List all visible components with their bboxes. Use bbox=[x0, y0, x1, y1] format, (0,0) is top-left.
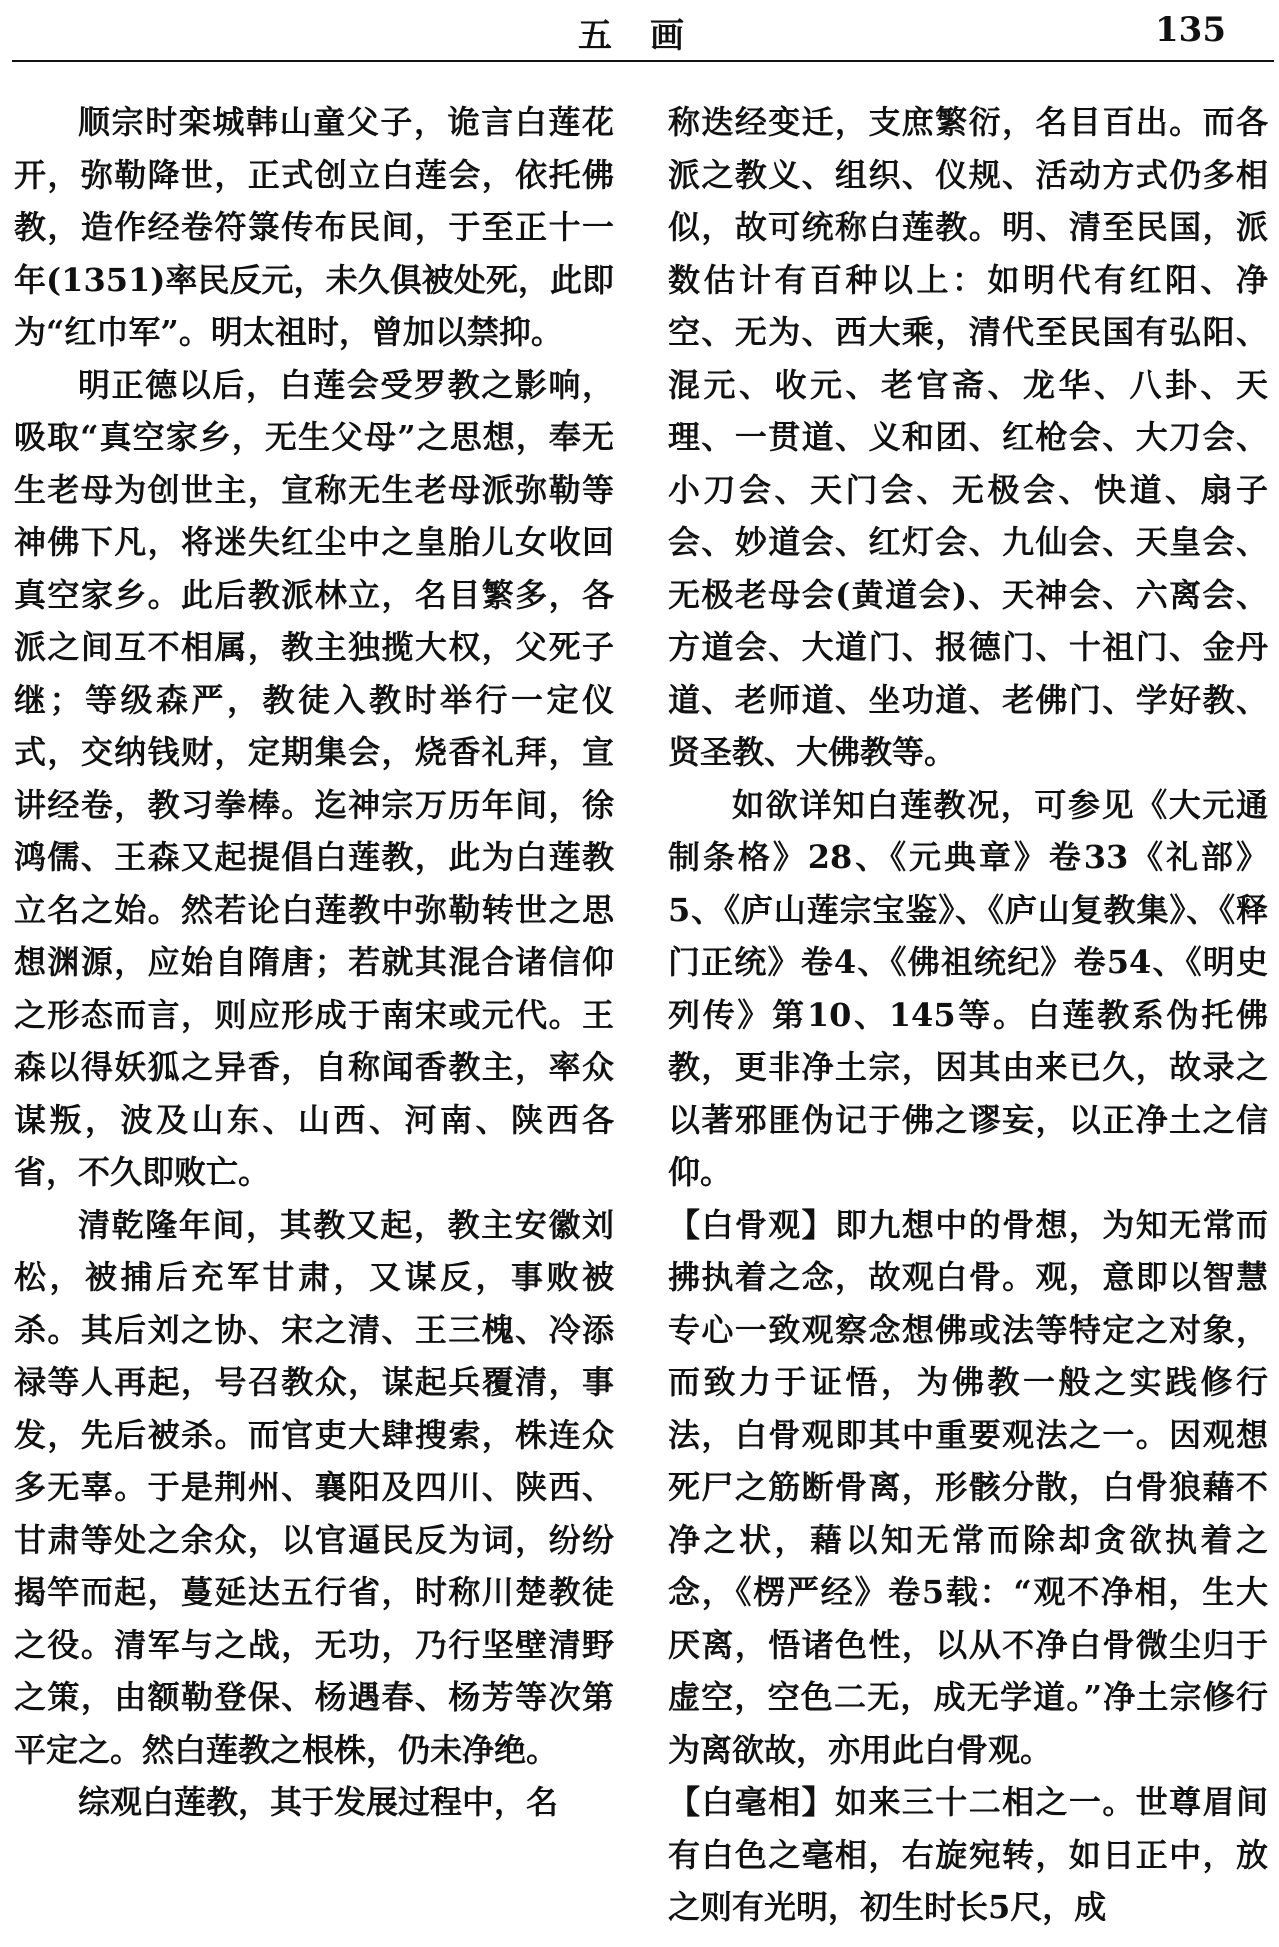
paragraph: 称迭经变迁，支庶繁衍，名目百出。而各派之教义、组织、仪规、活动方式仍多相似，故可统称白莲教。明、清至民国，派数估计有百种以上：如明代有红阳、净空、无为、西大乘，清代至民国有弘阳、混元、收元、老官斋、龙华、八卦、天理、一贯道、义和团、红枪会、大刀会、小刀会、天门会、无极会、快道、扇子会、妙道会、红灯会、九仙会、天皇会、无极老母会(黄道会)、天神会、六离会、方道会、大道门、报德门、十祖门、金丹道、老师道、坐功道、老佛门、学好教、贤圣教、大佛教等。 bbox=[668, 103, 1268, 771]
left-column bbox=[14, 96, 614, 1829]
entry-term: 【白毫相】 bbox=[668, 1783, 836, 1821]
entry-text: 即九想中的骨想，为知无常而拂执着之念，故观白骨。观，意即以智慧专心一致观察念想佛或法等特定之对象，而致力于证悟，为佛教一般之实践修行法，白骨观即其中重要观法之一。因观想死尸之筋断骨离，形骸分散，白骨狼藉不净之状，藉以知无常而除却贪欲执着之念，《楞严经》卷5载：“观不净相，生大厌离，悟诸色性，以从不净白骨微尘归于虚空，空色二无，成无学道。”净土宗修行为离欲故，亦用此白骨观。 bbox=[668, 1205, 1268, 1769]
dictionary-entry bbox=[668, 1199, 1268, 1777]
paragraph: 如欲详知白莲教况，可参见《大元通制条格》28、《元典章》卷33《礼部》5、《庐山莲宗宝鉴》、《庐山复教集》、《释门正统》卷4、《佛祖统纪》卷54、《明史列传》第10、145等。白莲教系伪托佛教，更非净土宗，因其由来已久，故录之以著邪匪伪记于佛之谬妄，以正净土之信仰。 bbox=[668, 785, 1268, 1191]
paragraph: 综观白莲教，其于发展过程中，名 bbox=[78, 1783, 559, 1821]
paragraph: 清乾隆年间，其教又起，教主安徽刘松，被捕后充军甘肃，又谋反，事败被杀。其后刘之协、宋之清、王三槐、冷添禄等人再起，号召教众，谋起兵覆清，事发，先后被杀。而官吏大肆搜索，株连众多无辜。于是荆州、襄阳及四川、陕西、甘肃等处之余众，以官逼民反为词，纷纷揭竿而起，蔓延达五行省，时称川楚教徒之役。清军与之战，无功，乃行坚壁清野之策，由额勒登保、杨遇春、杨芳等次第平定之。然白莲教之根株，仍未净绝。 bbox=[14, 1205, 614, 1769]
running-title: 五画 bbox=[578, 16, 722, 56]
entry-term: 【白骨观】 bbox=[668, 1205, 836, 1244]
dictionary-entry bbox=[668, 1776, 1268, 1934]
entry-text: 如来三十二相之一。世尊眉间有白色之毫相，右旋宛转，如日正中，放之则有光明，初生时长5尺，成 bbox=[668, 1783, 1268, 1926]
page-header bbox=[0, 0, 1279, 60]
header-rule bbox=[12, 60, 1274, 62]
paragraph: 明正德以后，白莲会受罗教之影响，吸取“真空家乡，无生父母”之思想，奉无生老母为创世主，宣称无生老母派弥勒等神佛下凡，将迷失红尘中之皇胎儿女收回真空家乡。此后教派林立，名目繁多，各派之间互不相属，教主独揽大权，父死子继；等级森严，教徒入教时举行一定仪式，交纳钱财，定期集会，烧香礼拜，宣讲经卷，教习拳棒。迄神宗万历年间，徐鸿儒、王森又起提倡白莲教，此为白莲教立名之始。然若论白莲教中弥勒转世之思想渊源，应始自隋唐；若就其混合诸信仰之形态而言，则应形成于南宋或元代。王森以得妖狐之异香，自称闻香教主，率众谋叛，波及山东、山西、河南、陕西各省，不久即败亡。 bbox=[14, 365, 614, 1191]
paragraph: 顺宗时栾城韩山童父子，诡言白莲花开，弥勒降世，正式创立白莲会，依托佛教，造作经卷符箓传布民间，于至正十一年(1351)率民反元，未久俱被处死，此即为“红巾军”。明太祖时，曾加以禁抑。 bbox=[14, 103, 614, 351]
right-column bbox=[668, 96, 1268, 1934]
page-number: 135 bbox=[1155, 10, 1226, 50]
